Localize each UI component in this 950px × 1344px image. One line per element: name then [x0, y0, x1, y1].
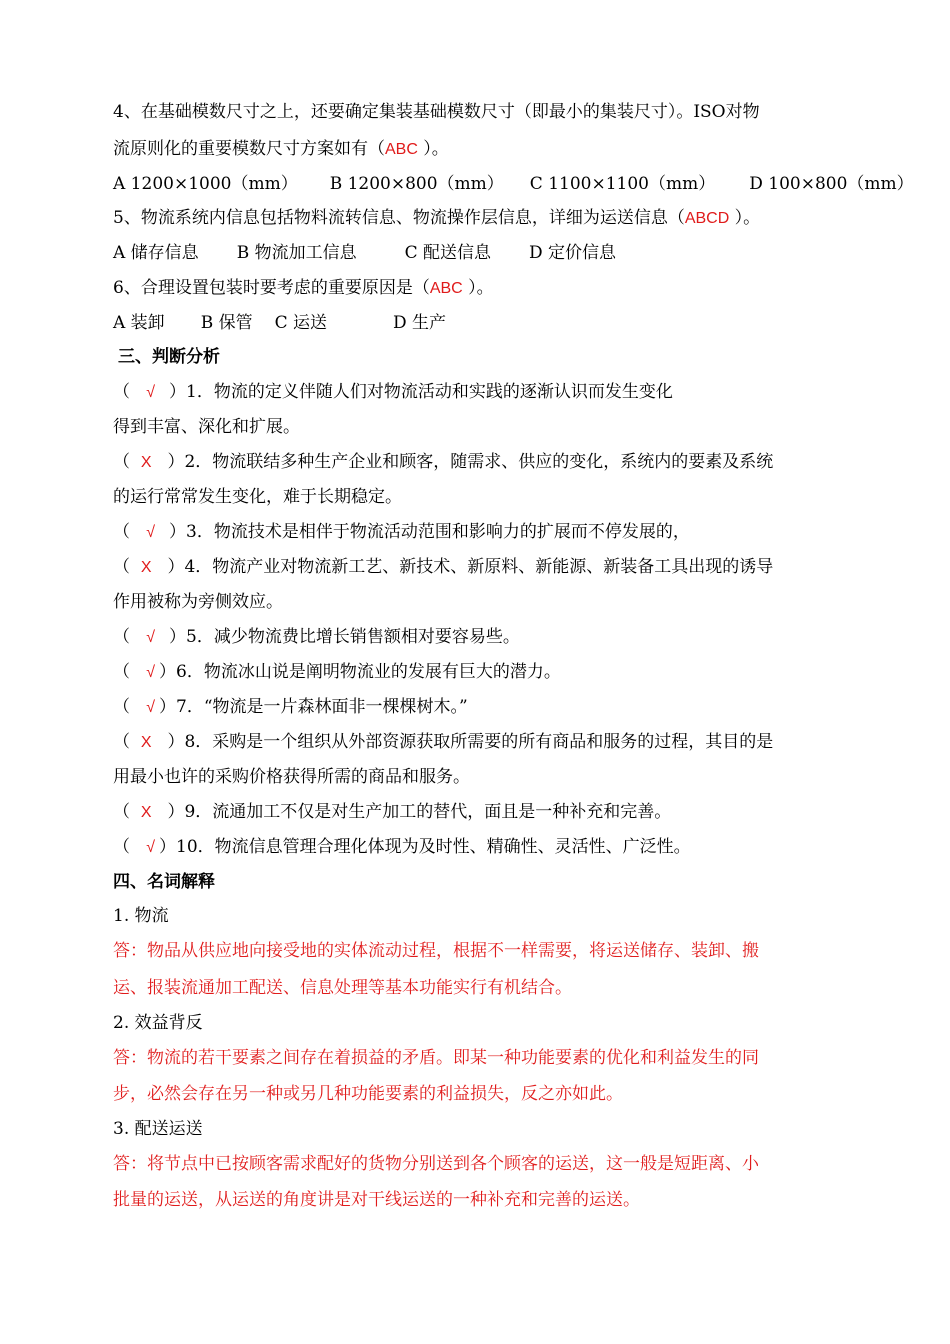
judgement-continuation: 作用被称为旁侧效应。: [113, 592, 283, 612]
judgement-mark: √: [146, 384, 155, 401]
question-4-line-1: 4、在基础模数尺寸之上，还要确定集装基础模数尺寸（即最小的集装尺寸）。ISO对物: [113, 102, 760, 122]
question-4-close: ）。: [417, 139, 449, 159]
question-5-close: ）。: [729, 208, 761, 228]
judgement-continuation: 用最小也许的采购价格获得所需的商品和服务。: [113, 767, 470, 787]
question-5-options: [113, 241, 616, 265]
term-answer-line-2: 步，必然会存在另一种或另几种功能要素的利益损失，反之亦如此。: [113, 1084, 623, 1104]
judgement-item: [113, 660, 561, 685]
judgement-mark: X: [140, 804, 152, 821]
question-6-line-1: [113, 276, 494, 301]
judgement-text: ）6．物流冰山说是阐明物流业的发展有巨大的潜力。: [159, 662, 561, 682]
judgement-item: [113, 520, 690, 545]
judgement-mark: √: [146, 629, 155, 646]
open-paren: （: [113, 452, 141, 472]
term-answer-line-1: 答：物流的若干要素之间存在着损益的矛盾。即某一种功能要素的优化和利益发生的同: [113, 1048, 759, 1068]
open-paren: （: [113, 662, 147, 682]
judgement-continuation: 得到丰富、深化和扩展。: [113, 417, 300, 437]
option-a: A 装卸: [113, 313, 165, 333]
question-6-options: [113, 311, 446, 335]
term-answer-line-1: 答：物品从供应地向接受地的实体流动过程，根据不一样需要，将运送储存、装卸、搬: [113, 941, 759, 961]
option-b: B 物流加工信息: [236, 243, 357, 263]
judgement-text: ）5．减少物流费比增长销售额相对要容易些。: [169, 627, 520, 647]
judgement-text: ）8．采购是一个组织从外部资源获取所需要的所有商品和服务的过程，其目的是: [167, 732, 774, 752]
question-5-answer: ABCD: [684, 210, 730, 227]
judgement-item: [113, 835, 691, 860]
judgement-item: [113, 450, 773, 475]
question-4-line-2: [113, 137, 449, 162]
open-paren: （: [113, 522, 147, 542]
term-answer-line-2: 运、报装流通加工配送、信息处理等基本功能实行有机结合。: [113, 978, 572, 998]
judgement-mark: √: [146, 699, 155, 716]
judgement-text: ）1．物流的定义伴随人们对物流活动和实践的逐渐认识而发生变化: [169, 382, 673, 402]
term-title: 1. 物流: [113, 906, 169, 926]
open-paren: （: [113, 697, 147, 717]
judgement-mark: √: [146, 524, 155, 541]
section-3-heading: 三、判断分析: [118, 347, 220, 367]
open-paren: （: [113, 732, 141, 752]
open-paren: （: [113, 627, 147, 647]
open-paren: （: [113, 802, 141, 822]
judgement-text: ）4．物流产业对物流新工艺、新技术、新原料、新能源、新装备工具出现的诱导: [167, 557, 774, 577]
judgement-text: ）2．物流联结多种生产企业和顾客，随需求、供应的变化，系统内的要素及系统: [167, 452, 774, 472]
judgement-mark: √: [146, 839, 155, 856]
judgement-mark: X: [140, 454, 152, 471]
question-6-answer: ABC: [429, 280, 463, 297]
open-paren: （: [113, 382, 147, 402]
option-d: D 生产: [393, 313, 447, 333]
judgement-mark: √: [146, 664, 155, 681]
question-6-stem: 6、合理设置包装时要考虑的重要原因是（: [113, 278, 430, 298]
open-paren: （: [113, 557, 141, 577]
judgement-mark: X: [140, 734, 152, 751]
judgement-item: [113, 800, 671, 825]
judgement-item: [113, 555, 773, 580]
judgement-text: ）9．流通加工不仅是对生产加工的替代，面且是一种补充和完善。: [167, 802, 672, 822]
question-4-answer: ABC: [385, 141, 418, 158]
judgement-item: [113, 625, 520, 650]
option-d: D 定价信息: [529, 243, 617, 263]
judgement-mark: X: [140, 559, 152, 576]
option-c: C 1100×1100（mm）: [529, 174, 716, 194]
judgement-text: ）10．物流信息管理合理化体现为及时性、精确性、灵活性、广泛性。: [159, 837, 691, 857]
question-5-line-1: [113, 206, 760, 231]
judgement-item: [113, 730, 773, 755]
option-a: A 1200×1000（mm）: [113, 174, 298, 194]
judgement-text: ）3．物流技术是相伴于物流活动范围和影响力的扩展而不停发展的，: [169, 522, 690, 542]
option-b: B 1200×800（mm）: [329, 174, 504, 194]
section-4-heading: 四、名词解释: [113, 872, 215, 892]
term-title: 3. 配送运送: [113, 1119, 203, 1139]
judgement-item: [113, 380, 673, 405]
open-paren: （: [113, 837, 147, 857]
question-4-stem: 流原则化的重要模数尺寸方案如有（: [113, 139, 385, 159]
judgement-item: [113, 695, 468, 720]
question-5-stem: 5、物流系统内信息包括物料流转信息、物流操作层信息，详细为运送信息（: [113, 208, 685, 228]
option-c: C 运送: [274, 313, 328, 333]
option-b: B 保管: [200, 313, 253, 333]
option-d: D 100×800（mm）: [749, 174, 914, 194]
term-answer-line-2: 批量的运送，从运送的角度讲是对干线运送的一种补充和完善的运送。: [113, 1190, 640, 1210]
judgement-text: ）7．“物流是一片森林面非一棵棵树木。”: [159, 697, 468, 717]
question-4-options: [113, 172, 914, 196]
judgement-continuation: 的运行常常发生变化，难于长期稳定。: [113, 487, 402, 507]
option-a: A 储存信息: [113, 243, 199, 263]
term-title: 2. 效益背反: [113, 1013, 203, 1033]
question-6-close: ）。: [462, 278, 494, 298]
term-answer-line-1: 答：将节点中已按顾客需求配好的货物分别送到各个顾客的运送，这一般是短距离、小: [113, 1154, 759, 1174]
option-c: C 配送信息: [404, 243, 492, 263]
